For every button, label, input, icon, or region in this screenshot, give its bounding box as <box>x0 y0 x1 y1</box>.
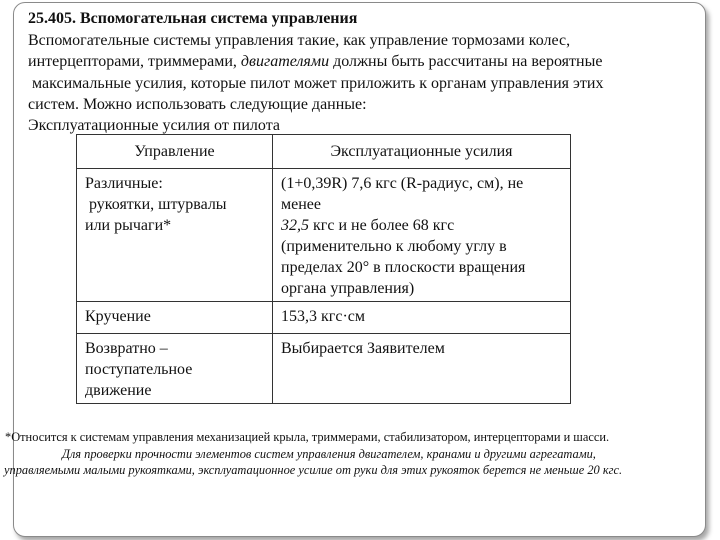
footnote-3: управляемыми малыми рукоятками, эксплуатационное усилие от руки для этих рукояток берется не меньше 20 кгс. <box>4 463 623 477</box>
force-min-value: 32,5 <box>281 217 309 234</box>
force-line <box>281 215 562 236</box>
table-row <box>77 169 571 302</box>
force-line: Выбирается Заявителем <box>281 340 445 357</box>
force-line: пределах 20° в плоскости вращения <box>281 259 526 276</box>
force-line-rest: кгс и не более 68 кгс <box>313 217 455 234</box>
control-text <box>77 334 272 403</box>
force-cell <box>273 169 571 302</box>
table-row <box>77 334 571 404</box>
footnote-2: Для проверки прочности элементов систем управления двигателем, кранами и другими агрегатами, <box>62 447 596 461</box>
force-line: органа управления) <box>281 280 415 297</box>
force-text <box>273 169 570 301</box>
control-line: Различные: <box>85 175 163 192</box>
force-cell <box>273 302 571 334</box>
header-forces: Эксплуатационные усилия <box>273 135 571 169</box>
control-line: Кручение <box>85 308 151 325</box>
intro-line-2 <box>28 52 602 72</box>
control-line: или рычаги* <box>85 217 172 234</box>
force-line: (применительно к любому углу в <box>281 238 507 255</box>
control-text <box>77 169 272 238</box>
force-cell <box>273 334 571 404</box>
control-line: Возвратно – <box>85 340 168 357</box>
control-line: поступательное <box>85 361 193 378</box>
intro-line-5: Эксплуатационные усилия от пилота <box>28 117 280 134</box>
control-cell <box>77 169 273 302</box>
intro-line-2-start: интерцепторами, триммерами, <box>28 53 237 70</box>
control-line: рукоятки, штурвалы <box>85 196 227 213</box>
force-line: 153,3 кгс·см <box>281 308 365 325</box>
intro-line-2-end: должны быть рассчитаны на вероятные <box>333 53 603 70</box>
section-title: 25.405. Вспомогательная система управления <box>28 10 358 27</box>
intro-line-3: максимальные усилия, которые пилот может приложить к органам управления этих <box>32 75 604 92</box>
pilot-forces-table <box>76 134 571 404</box>
control-line: движение <box>85 382 152 399</box>
footnote-1: *Относится к системам управления механизацией крыла, триммерами, стабилизатором, интерцепторами и шасси. <box>5 430 610 444</box>
force-line: менее <box>281 196 321 213</box>
intro-line-1: Вспомогательные системы управления такие, как управление тормозами колес, <box>28 32 571 49</box>
intro-line-2-emphasis: двигателями <box>240 53 330 70</box>
header-control: Управление <box>77 135 273 169</box>
force-line: (1+0,39R) 7,6 кгс (R-радиус, см), не <box>281 175 524 192</box>
table-row <box>77 302 571 334</box>
control-cell <box>77 302 273 334</box>
table-header-row <box>77 135 571 169</box>
control-cell <box>77 334 273 404</box>
intro-line-4: систем. Можно использовать следующие данные: <box>28 96 367 113</box>
